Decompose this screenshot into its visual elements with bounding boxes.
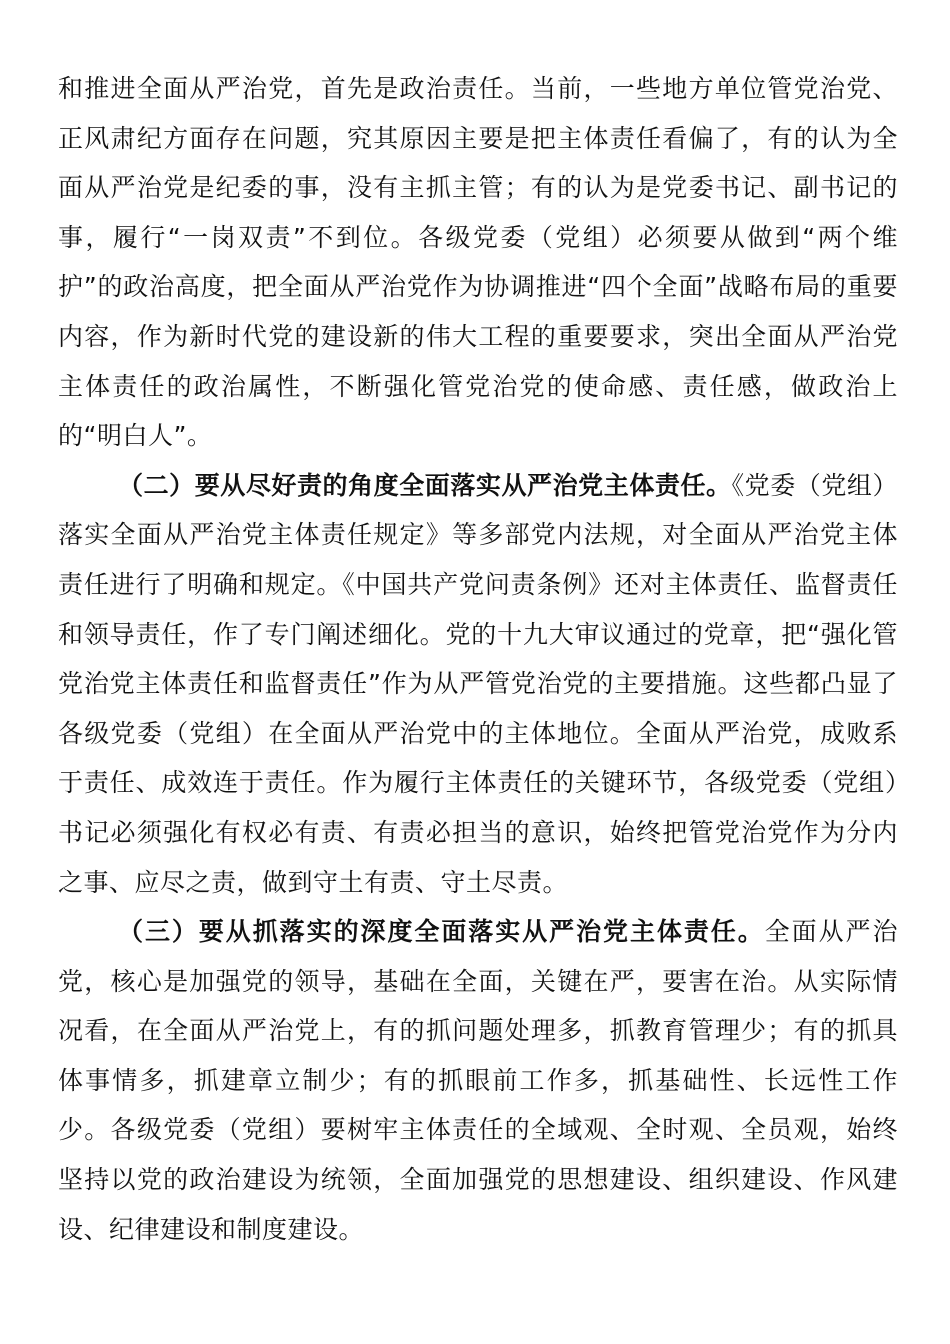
paragraph-section-2 [58,461,898,907]
paragraph-3-text: 全面从严治党，核心是加强党的领导，基础在全面，关键在严，要害在治。从实际情况看，在全面从严治党上，有的抓问题处理多，抓教育管理少；有的抓具体事情多，抓建章立制少；有的抓眼前工作多，抓基础性、长远性工作少。各级党委（党组）要树牢主体责任的全域观、全时观、全员观，始终坚持以党的政治建设为统领，全面加强党的思想建设、组织建设、作风建设、纪律建设和制度建设。 [58,917,898,1244]
paragraph-1-text: 和推进全面从严治党，首先是政治责任。当前，一些地方单位管党治党、正风肃纪方面存在问题，究其原因主要是把主体责任看偏了，有的认为全面从严治党是纪委的事，没有主抓主管；有的认为是党委书记、副书记的事，履行“一岗双责”不到位。各级党委（党组）必须要从做到“两个维护”的政治高度，把全面从严治党作为协调推进“四个全面”战略布局的重要内容，作为新时代党的建设新的伟大工程的重要要求，突出全面从严治党主体责任的政治属性，不断强化管党治党的使命感、责任感，做政治上的“明白人”。 [58,74,898,451]
document-page [58,64,898,1254]
section-2-heading: （二）要从尽好责的角度全面落实从严治党主体责任。 [118,470,732,500]
section-3-heading: （三）要从抓落实的深度全面落实从严治党主体责任。 [118,917,765,947]
paragraph-section-3 [58,907,898,1254]
paragraph-continued [58,64,898,461]
paragraph-2-text: 《党委（党组）落实全面从严治党主体责任规定》等多部党内法规，对全面从严治党主体责任进行了明确和规定。《中国共产党问责条例》还对主体责任、监督责任和领导责任，作了专门阐述细化。党的十九大审议通过的党章，把“强化管党治党主体责任和监督责任”作为从严管党治党的主要措施。这些都凸显了各级党委（党组）在全面从严治党中的主体地位。全面从严治党，成败系于责任、成效连于责任。作为履行主体责任的关键环节，各级党委（党组）书记必须强化有权必有责、有责必担当的意识，始终把管党治党作为分内之事、应尽之责，做到守土有责、守土尽责。 [58,470,898,897]
